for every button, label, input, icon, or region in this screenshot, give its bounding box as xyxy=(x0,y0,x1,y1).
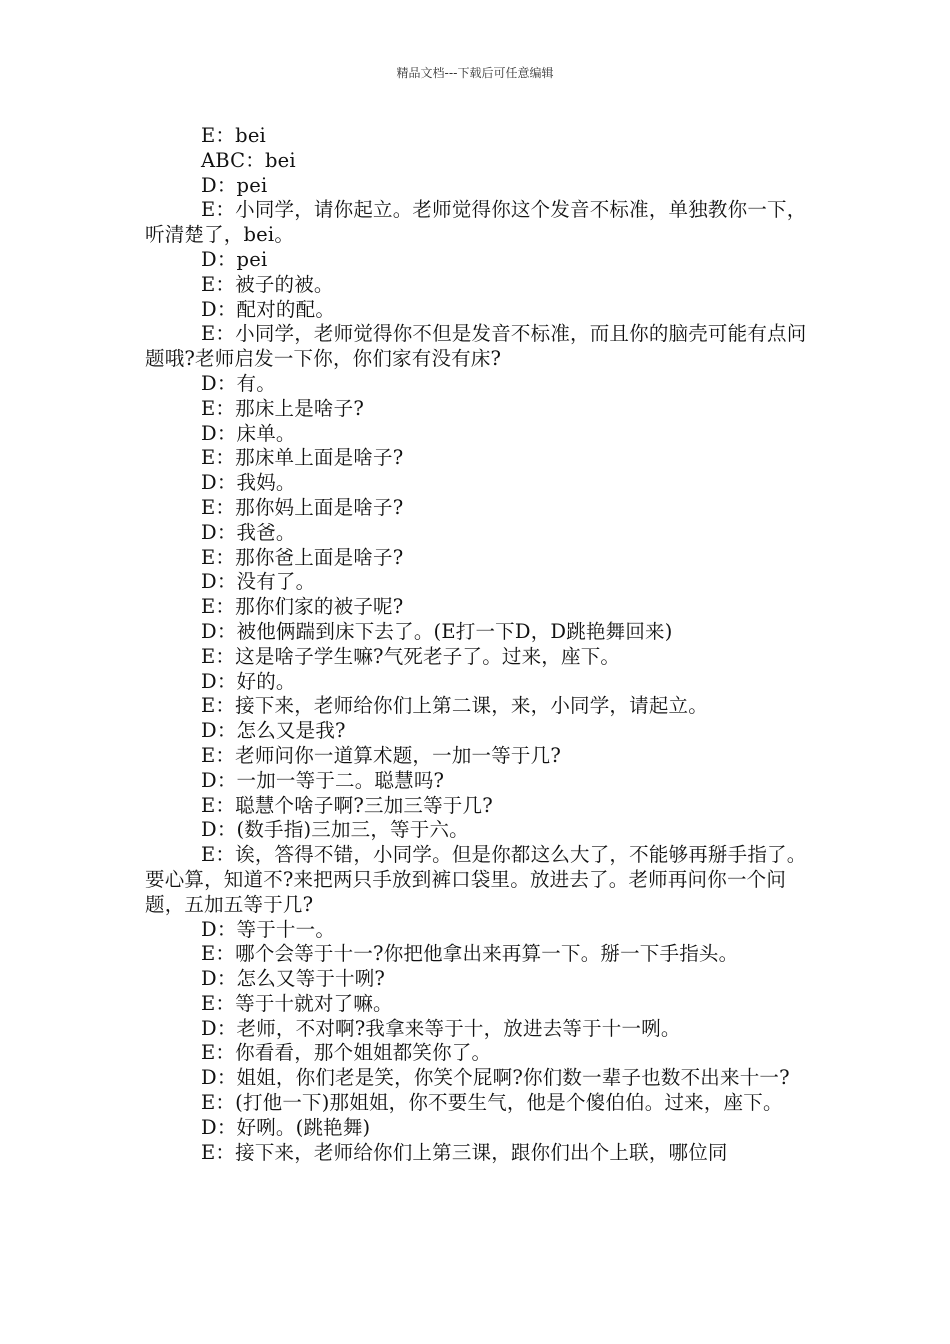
dialogue-line: E：bei xyxy=(201,124,266,147)
dialogue-line: D：好的。 xyxy=(201,669,296,693)
dialogue-line: E：这是啥子学生嘛?气死老子了。过来，座下。 xyxy=(201,644,621,668)
dialogue-line: D：被他俩踹到床下去了。(E打一下D，D跳艳舞回来) xyxy=(201,619,673,643)
dialogue-line: E：小同学，请你起立。老师觉得你这个发音不标准，单独教你一下，听清楚了，bei。 xyxy=(145,198,807,247)
dialogue-line: E：那床上是啥子? xyxy=(201,396,364,420)
dialogue-line: E：诶，答得不错，小同学。但是你都这么大了，不能够再掰手指了。要心算，知道不?来把两只手放到裤口袋里。放进去了。老师再问你一个问题，五加五等于几? xyxy=(145,843,807,916)
dialogue-line: E：接下来，老师给你们上第二课，来，小同学，请起立。 xyxy=(201,694,708,718)
dialogue-line: E：接下来，老师给你们上第三课，跟你们出个上联，哪位同 xyxy=(201,1140,728,1164)
dialogue-line: E：那你们家的被子呢? xyxy=(201,595,404,619)
dialogue-line: E：那你爸上面是啥子? xyxy=(201,545,404,569)
dialogue-line: D：好咧。(跳艳舞) xyxy=(201,1115,371,1139)
dialogue-line: D：配对的配。 xyxy=(201,297,336,321)
dialogue-line: ABC：bei xyxy=(201,148,296,172)
dialogue-line: E：哪个会等于十一?你把他拿出来再算一下。掰一下手指头。 xyxy=(201,942,739,966)
dialogue-line: E：等于十就对了嘛。 xyxy=(201,991,393,1015)
dialogue-line: E：(打他一下)那姐姐，你不要生气，他是个傻伯伯。过来，座下。 xyxy=(201,1091,783,1115)
dialogue-line: D：床单。 xyxy=(201,421,296,445)
dialogue-line: D：pei xyxy=(201,173,268,197)
dialogue-line: D：怎么又等于十咧? xyxy=(201,967,386,991)
dialogue-line: D：没有了。 xyxy=(201,570,316,594)
dialogue-line: E：你看看，那个姐姐都笑你了。 xyxy=(201,1041,492,1065)
dialogue-line: E：老师问你一道算术题，一加一等于几? xyxy=(201,743,561,767)
dialogue-line: D：pei xyxy=(201,247,268,271)
dialogue-line: D：(数手指)三加三，等于六。 xyxy=(201,818,469,842)
dialogue-line: E：聪慧个啥子啊?三加三等于几? xyxy=(201,793,493,817)
dialogue-line: E：那床单上面是啥子? xyxy=(201,446,404,470)
dialogue-line: D：有。 xyxy=(201,371,276,395)
dialogue-line: D：一加一等于二。聪慧吗? xyxy=(201,768,445,792)
dialogue-line: D：我爸。 xyxy=(201,520,296,544)
dialogue-line: D：怎么又是我? xyxy=(201,719,346,743)
dialogue-line: E：小同学，老师觉得你不但是发音不标准，而且你的脑壳可能有点问题哦?老师启发一下你，你们家有没有床? xyxy=(145,322,807,371)
dialogue-line: E：那你妈上面是啥子? xyxy=(201,495,404,519)
dialogue-line: D：姐姐，你们老是笑，你笑个屁啊?你们数一辈子也数不出来十一? xyxy=(201,1066,790,1090)
dialogue-line: E：被子的被。 xyxy=(201,272,334,296)
page-header: 精品文档---下载后可任意编辑 xyxy=(396,66,554,80)
dialogue-body xyxy=(145,124,810,1165)
dialogue-line: D：老师，不对啊?我拿来等于十，放进去等于十一咧。 xyxy=(201,1016,681,1040)
dialogue-line: D：我妈。 xyxy=(201,471,296,495)
dialogue-line: D：等于十一。 xyxy=(201,917,336,941)
